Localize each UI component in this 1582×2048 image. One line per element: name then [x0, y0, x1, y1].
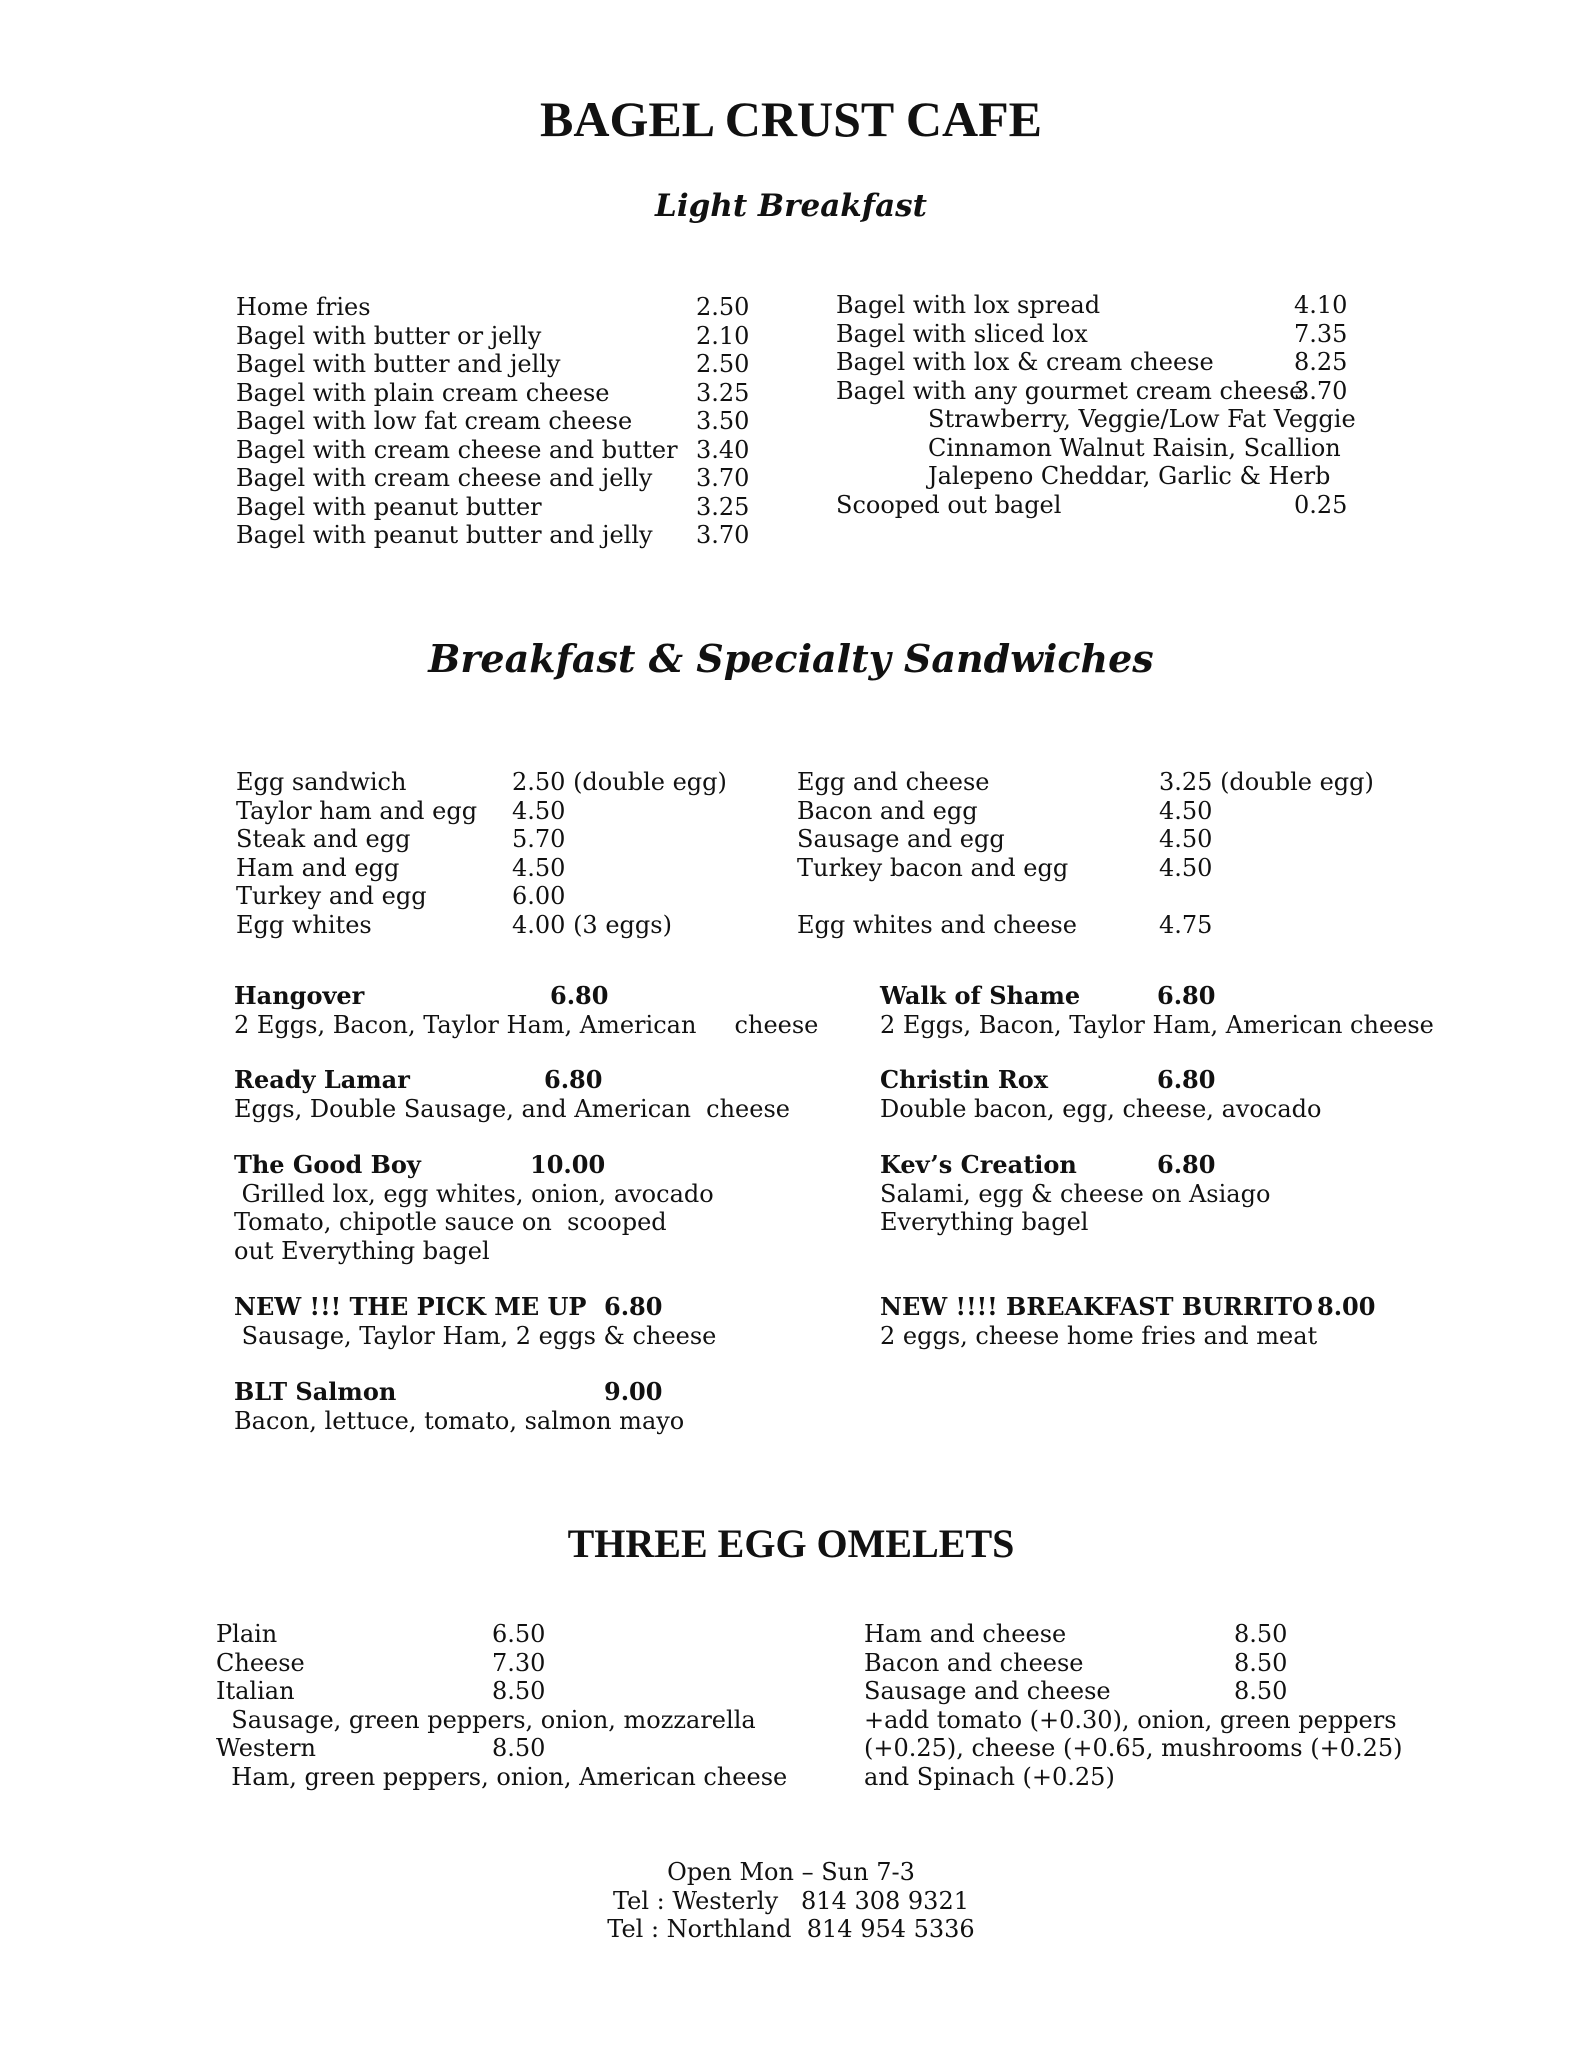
signature-description: 2 eggs, cheese home fries and meat: [880, 1321, 1318, 1350]
menu-item-price: 8.25: [1294, 348, 1348, 376]
menu-item-name: Bagel with lox spread: [836, 291, 1101, 319]
signature-description: Sausage, Taylor Ham, 2 eggs & cheese: [234, 1321, 717, 1350]
menu-item: [797, 882, 1357, 911]
menu-item: [836, 320, 1356, 349]
menu-item-name: Sausage and egg: [797, 825, 1005, 853]
menu-item-name: Bacon and egg: [797, 796, 978, 825]
menu-item: [797, 911, 1357, 940]
menu-item-name: Sausage and cheese: [864, 1677, 1111, 1705]
signature-name: BLT Salmon: [234, 1377, 397, 1406]
menu-item: [236, 379, 756, 408]
menu-item-price: 3.70: [1294, 376, 1348, 405]
menu-item-price: 4.75: [1159, 910, 1213, 939]
menu-item-name: Ham and egg: [236, 853, 400, 882]
menu-item: [216, 1620, 776, 1649]
menu-item-price: 4.00 (3 eggs): [512, 910, 672, 939]
signature-name: Kev’s Creation: [880, 1150, 1077, 1179]
menu-item-name: Bacon and cheese: [864, 1648, 1084, 1677]
menu-item-name: Plain: [216, 1620, 278, 1648]
signature-price: 6.80: [1157, 981, 1216, 1010]
signature-price: 10.00: [530, 1150, 606, 1179]
omelets-heading: THREE EGG OMELETS: [567, 1521, 1015, 1566]
signature-item: [880, 1151, 1440, 1237]
sandwiches-heading: Breakfast & Specialty Sandwiches: [428, 636, 1154, 681]
phone-westerly: Tel : Westerly 814 308 9321: [613, 1886, 969, 1915]
signature-item: [234, 981, 819, 1039]
signature-heading: [880, 982, 1440, 1011]
light-breakfast-left-list: [236, 293, 756, 550]
menu-item-price: 4.50: [1159, 796, 1213, 825]
signature-description: Bacon, lettuce, tomato, salmon mayo: [234, 1406, 685, 1435]
menu-item-name: Scooped out bagel: [836, 490, 1062, 519]
menu-item: [864, 1649, 1424, 1678]
menu-item-name: Turkey bacon and egg: [797, 853, 1069, 882]
menu-item: [864, 1734, 1424, 1763]
menu-item: [797, 797, 1357, 826]
menu-item-name: Bagel with peanut butter: [236, 492, 542, 521]
signature-price: 6.80: [1157, 1065, 1216, 1094]
signature-description: 2 Eggs, Bacon, Taylor Ham, American cheese: [880, 1010, 1434, 1039]
menu-item: [836, 434, 1356, 463]
signature-name: Hangover: [234, 981, 365, 1010]
menu-item: [797, 854, 1357, 883]
menu-item-name: Western: [216, 1734, 317, 1762]
signature-name: NEW !!! THE PICK ME UP: [234, 1292, 587, 1321]
signature-name: Christin Rox: [880, 1065, 1049, 1094]
signature-heading: [880, 1066, 1440, 1095]
signature-price: 8.00: [1317, 1292, 1376, 1321]
menu-item-name: Egg and cheese: [797, 768, 990, 796]
opening-hours: Open Mon – Sun 7-3: [667, 1858, 915, 1886]
signature-item: [880, 1066, 1440, 1123]
menu-item: [864, 1677, 1424, 1706]
signature-heading: [234, 1293, 794, 1322]
menu-item: [236, 436, 756, 465]
menu-item: [216, 1734, 776, 1763]
menu-item-price: 5.70: [512, 825, 566, 853]
signature-description: Eggs, Double Sausage, and American cheese: [234, 1094, 790, 1123]
menu-item: [836, 491, 1356, 520]
signature-heading: [880, 1293, 1480, 1322]
menu-item-name: Taylor ham and egg: [236, 796, 478, 825]
menu-item-price: 6.00: [512, 882, 566, 910]
menu-item-name: +add tomato (+0.30), onion, green peppers: [864, 1705, 1397, 1734]
menu-item-name: Home fries: [236, 293, 371, 321]
omelets-right-list: [864, 1620, 1424, 1791]
menu-item-price: 3.25: [696, 378, 750, 407]
phone-northland: Tel : Northland 814 954 5336: [607, 1915, 975, 1943]
menu-item: [864, 1763, 1424, 1792]
signature-heading: [234, 982, 794, 1011]
menu-item: [836, 405, 1356, 434]
menu-item-price: 3.70: [696, 521, 750, 549]
menu-item-name: Sausage, green peppers, onion, mozzarella: [216, 1705, 756, 1734]
signature-heading: [880, 1151, 1440, 1180]
menu-item-price: 4.50: [512, 796, 566, 825]
signature-description: 2 Eggs, Bacon, Taylor Ham, American cheese: [234, 1010, 819, 1039]
menu-item: [236, 464, 756, 493]
signature-name: NEW !!!! BREAKFAST BURRITO: [880, 1292, 1313, 1321]
omelets-left-list: [216, 1620, 788, 1791]
menu-item: [797, 825, 1357, 854]
menu-item-price: 2.10: [696, 321, 750, 350]
menu-item-price: 3.25: [696, 492, 750, 521]
menu-item: [236, 493, 756, 522]
signature-name: Ready Lamar: [234, 1065, 410, 1094]
light-breakfast-right-list: [836, 291, 1356, 519]
menu-item-name: Bagel with any gourmet cream cheese: [836, 376, 1304, 405]
menu-item-price: 3.70: [696, 464, 750, 492]
signature-description: Salami, egg & cheese on Asiago Everything bagel: [880, 1179, 1271, 1236]
menu-item-price: 8.50: [1234, 1620, 1288, 1648]
menu-item: [236, 407, 756, 436]
menu-item: [216, 1706, 776, 1735]
menu-item-name: Bagel with sliced lox: [836, 319, 1088, 348]
menu-item-name: Cheese: [216, 1648, 305, 1677]
menu-item-price: 8.50: [1234, 1677, 1288, 1705]
menu-item: [836, 291, 1356, 320]
page-title: BAGEL CRUST CAFE: [540, 91, 1042, 147]
menu-item-name: Egg whites: [236, 910, 372, 939]
menu-item-price: 3.40: [696, 435, 750, 464]
menu-item: [236, 322, 756, 351]
signature-heading: [234, 1378, 794, 1407]
menu-item: [836, 348, 1356, 377]
light-breakfast-heading: Light Breakfast: [655, 188, 927, 224]
menu-item: [236, 521, 756, 550]
menu-item-name: Bagel with plain cream cheese: [236, 378, 610, 407]
signature-item: [880, 982, 1440, 1039]
menu-item: [236, 350, 756, 379]
menu-item-name: and Spinach (+0.25): [864, 1762, 1115, 1791]
menu-item-name: Bagel with low fat cream cheese: [236, 407, 633, 435]
menu-item-price: 7.30: [492, 1648, 546, 1677]
signature-price: 9.00: [604, 1377, 663, 1406]
signature-item: [234, 1378, 794, 1435]
menu-item-name: Strawberry, Veggie/Low Fat Veggie: [928, 405, 1356, 433]
menu-item: [216, 1649, 776, 1678]
signature-price: 6.80: [1157, 1150, 1216, 1179]
menu-item: [864, 1706, 1424, 1735]
menu-item-price: 3.25 (double egg): [1159, 768, 1374, 796]
signature-name: The Good Boy: [234, 1150, 421, 1179]
menu-item: [836, 377, 1356, 406]
menu-item-price: 6.50: [492, 1620, 546, 1648]
signature-heading: [234, 1151, 794, 1180]
menu-item-name: Bagel with cream cheese and jelly: [236, 464, 653, 492]
signature-price: 6.80: [550, 981, 609, 1010]
signature-description: Grilled lox, egg whites, onion, avocado Tomato, chipotle sauce on scooped out Everything bagel: [234, 1179, 714, 1265]
menu-item: [236, 854, 756, 883]
footer: [0, 1858, 1582, 1944]
signature-price: 6.80: [604, 1292, 663, 1321]
menu-item-price: 4.10: [1294, 291, 1348, 319]
signature-item: [880, 1293, 1480, 1350]
menu-item-price: 2.50 (double egg): [512, 768, 727, 796]
menu-item: [236, 768, 756, 797]
menu-item-name: Bagel with butter and jelly: [236, 350, 561, 378]
menu-item-price: 4.50: [512, 853, 566, 882]
menu-item-name: Cinnamon Walnut Raisin, Scallion: [928, 433, 1341, 462]
menu-item-name: Ham and cheese: [864, 1620, 1067, 1648]
menu-item-name: Steak and egg: [236, 825, 411, 853]
menu-item-price: 0.25: [1294, 490, 1348, 519]
signature-item: [234, 1293, 794, 1350]
menu-item-name: Italian: [216, 1677, 295, 1705]
menu-item-price: 4.50: [1159, 825, 1213, 853]
menu-item-name: Bagel with butter or jelly: [236, 321, 542, 350]
menu-item: [236, 911, 756, 940]
signature-item: [234, 1151, 794, 1265]
menu-item-price: 2.50: [696, 350, 750, 378]
menu-item-name: Bagel with peanut butter and jelly: [236, 521, 653, 549]
signature-item: [234, 1066, 794, 1123]
menu-item: [864, 1620, 1424, 1649]
menu-item-price: 8.50: [492, 1734, 546, 1762]
menu-item-price: 8.50: [492, 1677, 546, 1705]
menu-item: [836, 462, 1356, 491]
menu-item: [236, 825, 756, 854]
menu-item-price: 7.35: [1294, 319, 1348, 348]
menu-item: [216, 1762, 788, 1792]
sandwiches-right-list: [797, 768, 1374, 939]
signature-price: 6.80: [544, 1065, 603, 1094]
menu-item-name: Egg sandwich: [236, 768, 407, 796]
sandwiches-left-list: [236, 768, 756, 939]
signature-description: Double bacon, egg, cheese, avocado: [880, 1094, 1322, 1123]
menu-item-price: 4.50: [1159, 853, 1213, 882]
menu-item-price: 3.50: [696, 407, 750, 435]
menu-item-price: 8.50: [1234, 1648, 1288, 1677]
menu-item-name: Jalepeno Cheddar, Garlic & Herb: [928, 462, 1331, 490]
menu-item-name: Turkey and egg: [236, 882, 427, 910]
menu-item: [236, 293, 756, 322]
menu-item-name: (+0.25), cheese (+0.65, mushrooms (+0.25): [864, 1734, 1403, 1762]
menu-item-name: Bagel with cream cheese and butter: [236, 435, 678, 464]
signature-heading: [234, 1066, 794, 1095]
menu-item-name: Bagel with lox & cream cheese: [836, 348, 1214, 376]
menu-item: [797, 768, 1374, 797]
menu-item: [236, 882, 756, 911]
menu-item-price: 2.50: [696, 293, 750, 321]
menu-item-name: Egg whites and cheese: [797, 910, 1077, 939]
menu-item-name: Ham, green peppers, onion, American cheese: [216, 1762, 788, 1791]
menu-item: [216, 1677, 776, 1706]
menu-item: [236, 797, 756, 826]
signature-name: Walk of Shame: [880, 981, 1081, 1010]
